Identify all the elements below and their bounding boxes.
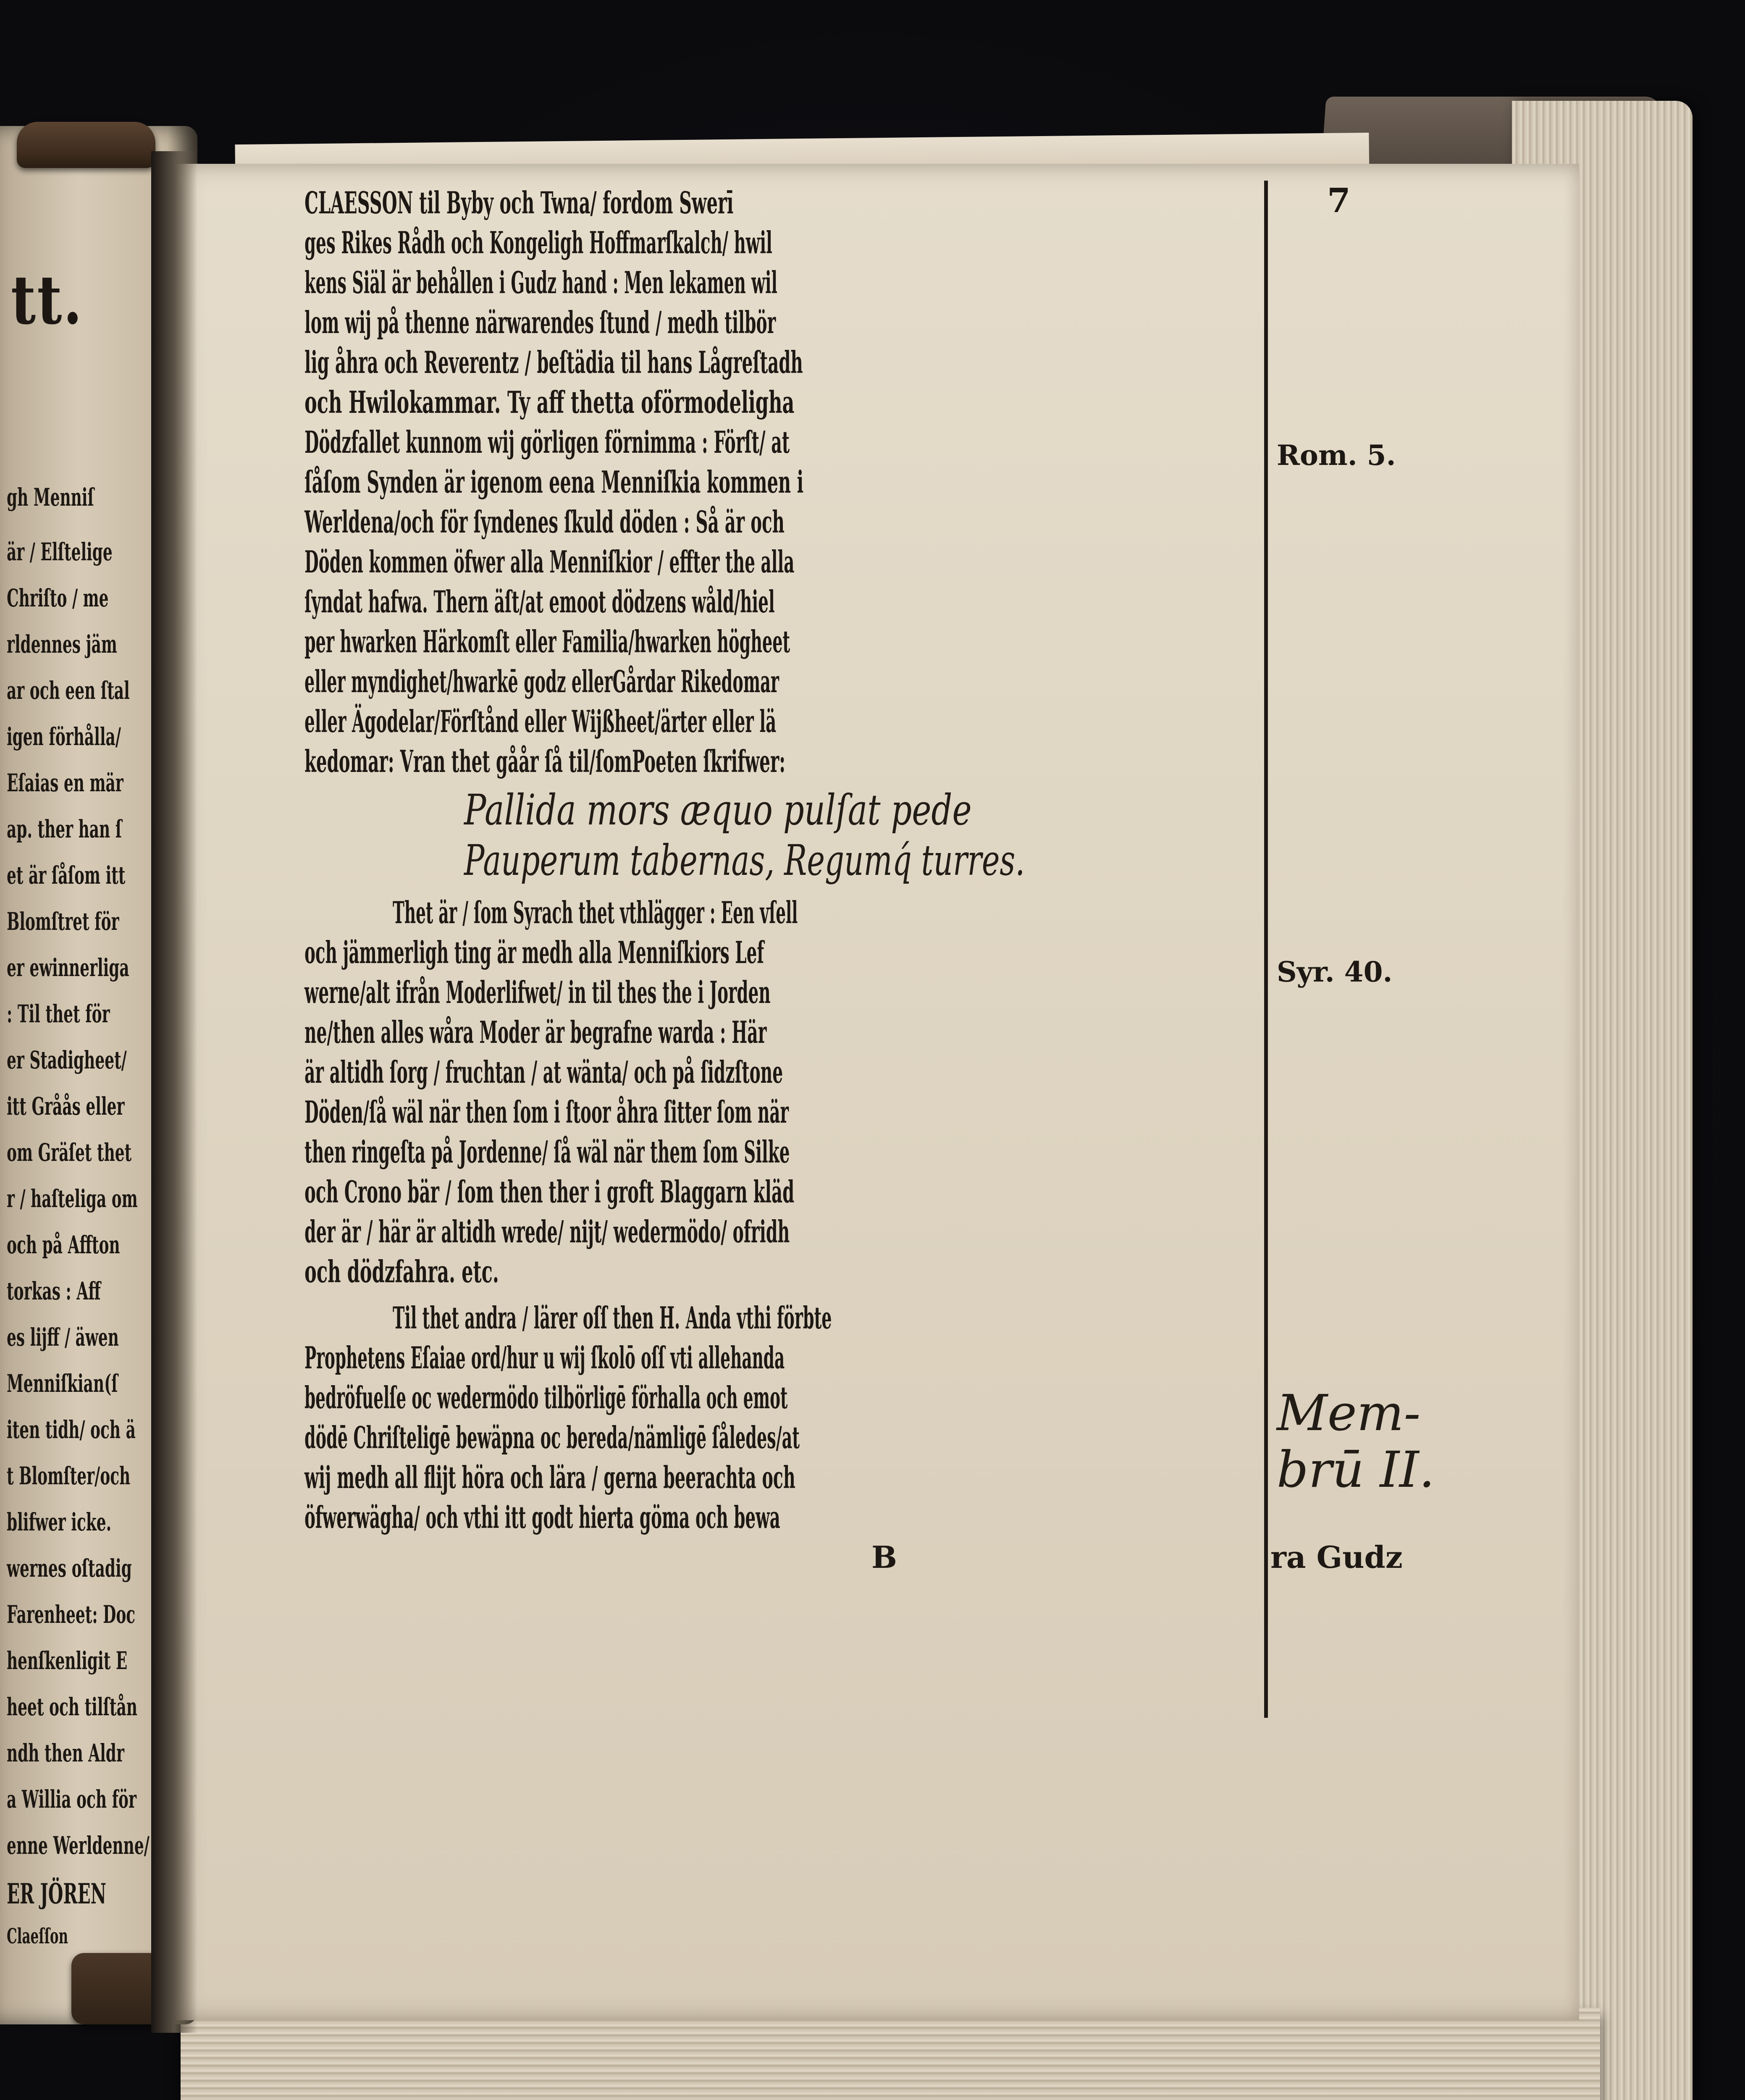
text-line: wij medh all flijt höra och lära / gerna beerachta och	[304, 1460, 795, 1495]
text-line: then ringeſta på Jordenne/ ſå wäl när them ſom Silke	[304, 1134, 790, 1170]
left-page-line: ndh then Aldr	[7, 1739, 124, 1767]
latin-verse-line: Pauperum tabernas, Regumq́ turres.	[464, 836, 1025, 885]
main-page	[168, 164, 1579, 2020]
margin-note-membrum: brū II.	[1277, 1441, 1435, 1499]
left-page-heading: tt.	[11, 260, 84, 339]
left-page-line: igen förhålla/	[7, 722, 121, 751]
left-page-line: wernes oſtadig	[7, 1554, 132, 1583]
left-page-line: Farenheet: Doc	[7, 1600, 136, 1629]
text-line: eller myndighet/hwarkē godz ellerGårdar Rikedomar	[304, 664, 779, 699]
catchword: ra Gudz	[1270, 1539, 1403, 1575]
left-page-line: : Til thet för	[7, 1000, 110, 1028]
left-page-line: es lijff / äwen	[7, 1323, 119, 1352]
left-page-line: Claeſſon	[7, 1924, 68, 1948]
text-line: och jämmerligh ting är medh alla Menniſkiors Lef	[304, 934, 764, 970]
text-line: ne/then alles wåra Moder är begrafne warda : Här	[304, 1014, 767, 1050]
text-line: eller Ägodelar/Förſtånd eller Wijßheet/ärter eller lä	[304, 704, 777, 739]
text-line: och Hwilokammar. Ty aff thetta oförmodeligha	[304, 384, 795, 420]
left-page-line: ap. ther han ſ	[7, 815, 122, 843]
margin-rule	[1264, 181, 1268, 1718]
left-page-line: r / haſteliga om	[7, 1184, 138, 1213]
left-page-line: gh Menniſ	[7, 483, 94, 512]
text-line: dödē Chriſteligē bewäpna oc bereda/nämligē ſåledes/at	[304, 1420, 800, 1455]
text-line: ſåſom Synden är igenom eena Menniſkia kommen i	[304, 464, 804, 500]
text-line: per hwarken Härkomſt eller Familia/hwarken högheet	[304, 624, 790, 659]
left-page-line: och på Affton	[7, 1231, 120, 1259]
text-line: Til thet andra / lärer oſſ then H. Anda vthi förbte	[393, 1300, 832, 1336]
left-page-line: är / Elſtelige	[7, 538, 113, 566]
left-page-line: Chriſto / me	[7, 584, 109, 612]
text-line: Prophetens Eſaiae ord/hur u wij ſkolō oſſ vti allehanda	[304, 1340, 785, 1376]
margin-note-syr: Syr. 40.	[1277, 956, 1393, 988]
leather-clasp-top	[17, 122, 155, 168]
text-line: kedomar: Vran thet gåår ſå til/ſomPoeten ſkrifwer:	[304, 743, 786, 779]
page-edges-bottom	[181, 2008, 1600, 2100]
text-line: der är / här är altidh wrede/ nijt/ wedermödo/ ofridh	[304, 1214, 790, 1250]
text-line: lom wij på thenne närwarendes ſtund / medh tilbör	[304, 304, 776, 340]
left-page-line: ER JÖREN	[7, 1877, 107, 1910]
text-line: Döden kommen öfwer alla Menniſkior / effter the alla	[304, 544, 795, 580]
margin-note-rom: Rom. 5.	[1277, 439, 1396, 472]
left-page-line: et är ſåſom itt	[7, 861, 126, 890]
text-line: öfwerwägha/ och vthi itt godt hierta göma och bewa	[304, 1499, 780, 1535]
text-line: och Crono bär / ſom then ther i groft Blaggarn kläd	[304, 1174, 795, 1210]
left-page-line: torkas : Aff	[7, 1277, 101, 1305]
text-line: Werldena/och för ſyndenes ſkuld döden : Så är och	[304, 504, 785, 540]
text-line: är altidh ſorg / fruchtan / at wänta/ och på ſidzſtone	[304, 1054, 783, 1090]
text-line: werne/alt ifrån Moderlifwet/ in til thes the i Jorden	[304, 974, 771, 1010]
text-line: Dödzfallet kunnom wij görligen förnimma : Förſt/ at	[304, 424, 790, 460]
left-page-line: ar och een ſtal	[7, 676, 130, 705]
text-line: Thet är / ſom Syrach thet vthlägger : Een vſell	[393, 895, 798, 930]
signature-mark: B	[871, 1539, 897, 1575]
left-page-line: rldennes jäm	[7, 630, 117, 659]
left-page-line: er ewinnerliga	[7, 953, 129, 982]
left-page-line: iten tidh/ och ä	[7, 1415, 136, 1444]
text-line: Döden/ſå wäl när then ſom i ſtoor åhra ſitter ſom när	[304, 1094, 789, 1130]
left-page-line: Eſaias en mär	[7, 769, 123, 797]
left-page-line: Blomſtret för	[7, 907, 119, 936]
margin-note-membrum: Mem-	[1277, 1384, 1421, 1442]
left-page-line: t Blomſter/och	[7, 1462, 131, 1490]
book-gutter-shadow	[151, 151, 197, 2033]
left-page-line: a Willia och för	[7, 1785, 136, 1814]
text-line: lig åhra och Reverentz / beſtädia til hans Lågreſtadh	[304, 344, 803, 380]
left-page-line: Menniſkian(ſ	[7, 1369, 118, 1398]
text-line: bedröfuelſe oc wedermödo tilbörligē förhalla och emot	[304, 1380, 788, 1415]
text-line: ges Rikes Rådh och Kongeligh Hoffmarſkalch/ hwil	[304, 225, 772, 260]
left-page-line: itt Gråås eller	[7, 1092, 125, 1121]
text-line: och dödzfahra. etc.	[304, 1254, 499, 1289]
left-page-line: enne Werldenne/	[7, 1831, 150, 1860]
page-number: 7	[1327, 181, 1351, 220]
text-line: CLAESSON til Byby och Twna/ fordom Swerī	[304, 185, 734, 220]
left-page-line: blifwer icke.	[7, 1508, 112, 1536]
left-page-line: er Stadigheet/	[7, 1046, 127, 1074]
left-page-line: henſkenligit E	[7, 1646, 128, 1675]
left-page-line: heet och tilſtån	[7, 1693, 138, 1721]
left-page-line: om Gräſet thet	[7, 1138, 132, 1167]
latin-verse-line: Pallida mors æquo pulſat pede	[464, 785, 972, 835]
text-line: ſyndat hafwa. Thern äſt/at emoot dödzens wåld/hiel	[304, 584, 775, 620]
text-line: kens Siäl är behållen i Gudz hand : Men lekamen wil	[304, 265, 777, 300]
